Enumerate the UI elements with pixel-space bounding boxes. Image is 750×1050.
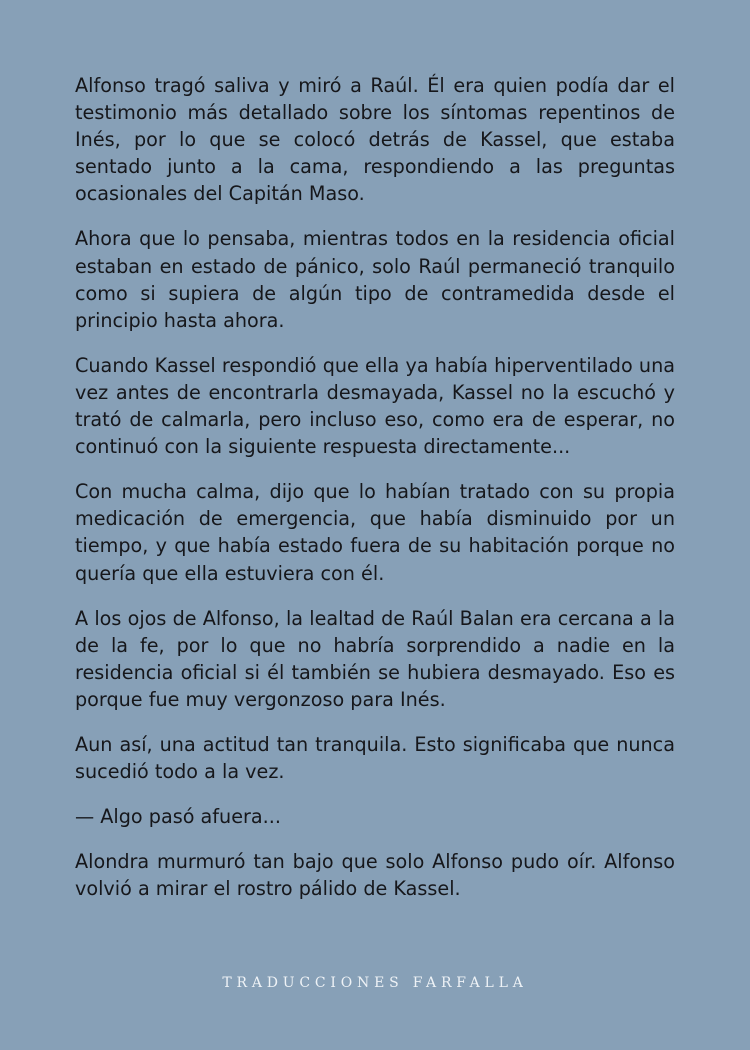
- paragraph-2: Ahora que lo pensaba, mientras todos en la residencia oficial estaban en estado de pánico, solo Raúl permaneció tranquilo como si supiera de algún tipo de contramedida desde el principio hasta ahora.: [75, 227, 675, 332]
- paragraph-1: Alfonso tragó saliva y miró a Raúl. Él era quien podía dar el testimonio más detallado sobre los síntomas repentinos de Inés, por lo que se colocó detrás de Kassel, que estaba sentado junto a la cama, respondiendo a las preguntas ocasionales del Capitán Maso.: [75, 74, 675, 206]
- paragraph-6: Aun así, una actitud tan tranquila. Esto significaba que nunca sucedió todo a la vez.: [75, 732, 675, 784]
- paragraph-4: Con mucha calma, dijo que lo habían tratado con su propia medicación de emergencia, que había disminuido por un tiempo, y que había estado fuera de su habitación porque no quería que ella estuviera con él.: [75, 480, 675, 585]
- paragraph-5: A los ojos de Alfonso, la lealtad de Raúl Balan era cercana a la de la fe, por lo que no habría sorprendido a nadie en la residencia oficial si él también se hubiera desmayado. Eso es porque fue muy vergonzoso para Inés.: [75, 606, 675, 711]
- footer-credit: TRADUCCIONES FARFALLA: [222, 975, 528, 991]
- paragraph-8: Alondra murmuró tan bajo que solo Alfonso pudo oír. Alfonso volvió a mirar el rostro pálido de Kassel.: [75, 850, 675, 901]
- paragraph-3: Cuando Kassel respondió que ella ya había hiperventilado una vez antes de encontrarla desmayada, Kassel no la escuchó y trató de calmarla, pero incluso eso, como era de esperar, no continuó con la siguiente respuesta directamente...: [75, 353, 675, 459]
- dialogue-line: — Algo pasó afuera...: [75, 805, 281, 829]
- body-text: [75, 72, 675, 920]
